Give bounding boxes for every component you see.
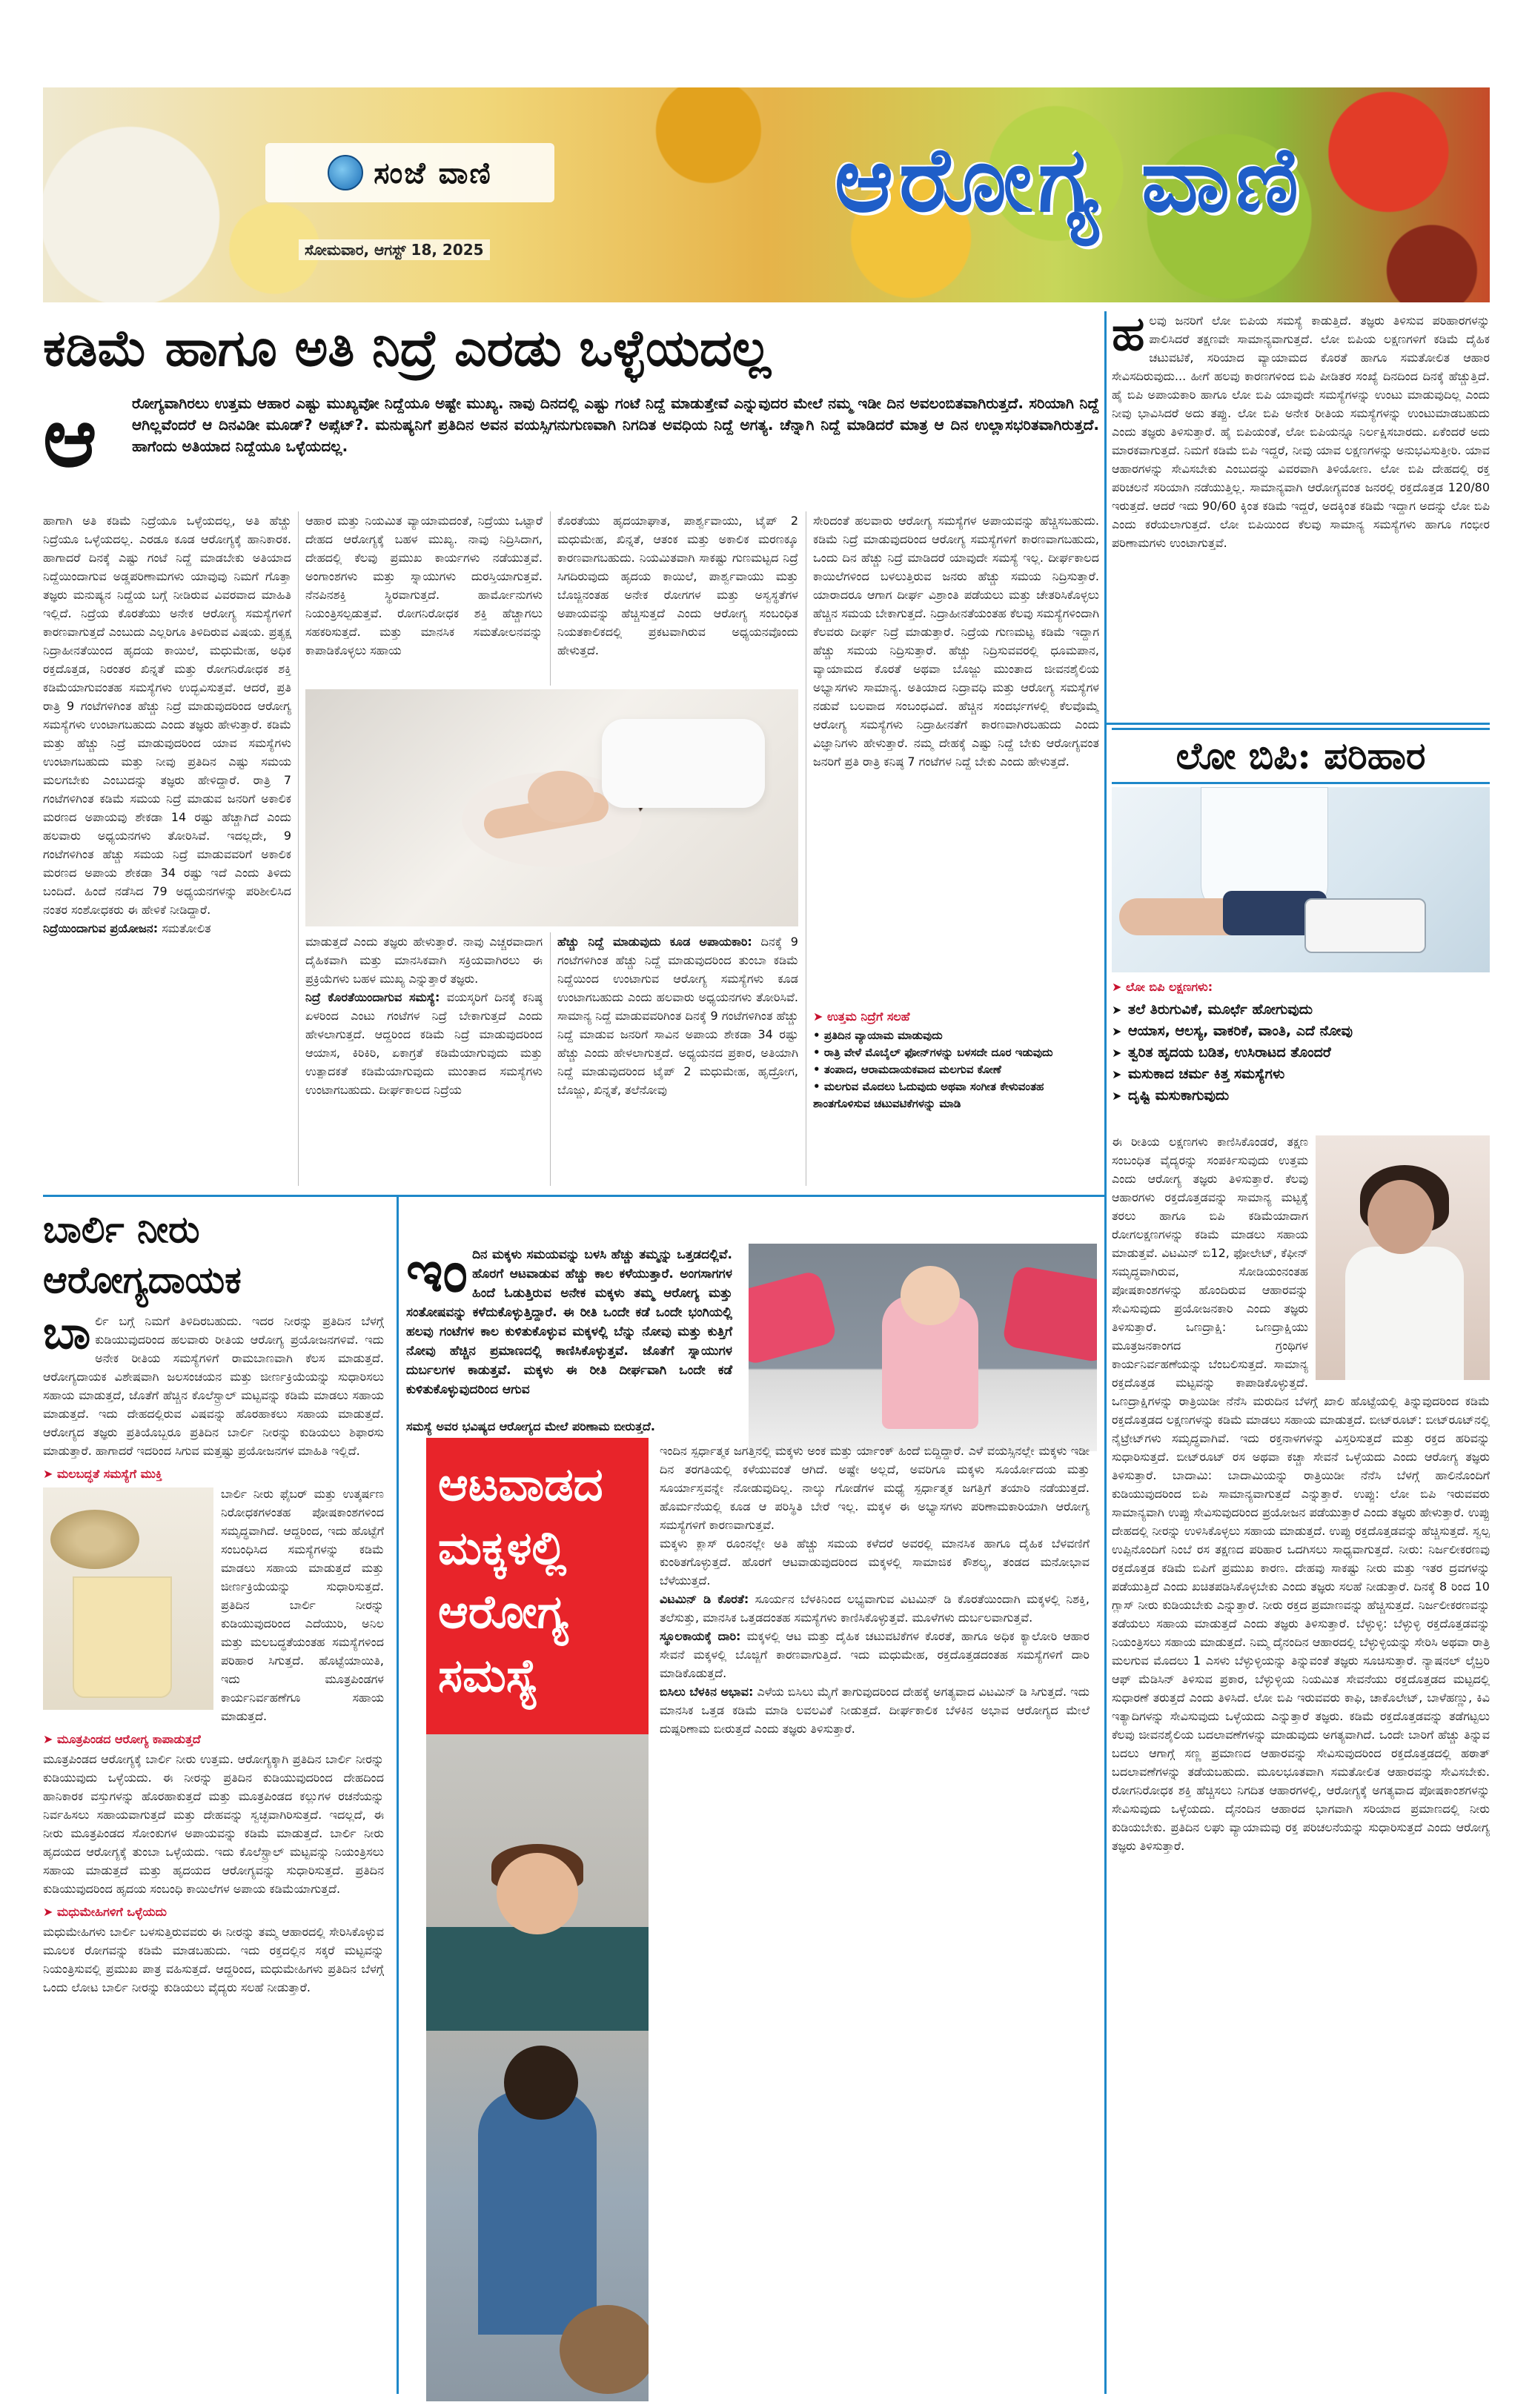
section-divider	[43, 1195, 1104, 1197]
barley-intro: ರ್ಲಿ ಬಗ್ಗೆ ನಿಮಗೆ ತಿಳಿದಿರಬಹುದು. ಇದರ ನೀರನ್ನು ಪ್ರತಿದಿನ ಬೆಳಗ್ಗೆ ಕುಡಿಯುವುದರಿಂದ ಹಲವಾರು ರೀತಿಯ ಆರೋಗ್ಯ ಪ್ರಯೋಜನಗಳಿವೆ. ಇದು ಅನೇಕ ರೀತಿಯ ಸಮಸ್ಯೆಗಳಿಗೆ ರಾಮಬಾಣವಾಗಿ ಕೆಲಸ ಮಾಡುತ್ತದೆ. ಆರೋಗ್ಯದಾಯಕ ವಿಶೇಷವಾಗಿ ಜಲಸಂಚಯನ ಮತ್ತು ಜೀರ್ಣಕ್ರಿಯೆಯನ್ನು ಸುಧಾರಿಸಲು ಸಹಾಯ ಮಾಡುತ್ತದೆ, ಜೊತೆಗೆ ಹೆಚ್ಚಿನ ಕೊಲೆಸ್ಟ್ರಾಲ್ ಮಟ್ಟವನ್ನು ಕಡಿಮೆ ಮಾಡಲು ಸಹಾಯ ಮಾಡುತ್ತದೆ. ಇದು ದೇಹದಲ್ಲಿರುವ ವಿಷವನ್ನು ಹೊರಹಾಕಲು ಸಹಾಯ ಮಾಡುತ್ತದೆ. ಆರೋಗ್ಯದ ತಜ್ಞರು ಪ್ರತಿಯೊಬ್ಬರೂ ಪ್ರತಿದಿನ ಬಾರ್ಲಿ ನೀರನ್ನು ಕುಡಿಯಲು ಶಿಫಾರಸು ಮಾಡುತ್ತಾರೆ. ಹಾಗಾದರೆ ಇದರಿಂದ ಸಿಗುವ ಮತ್ತಷ್ಟು ಪ್ರಯೋಜನಗಳ ಮಾಹಿತಿ ಇಲ್ಲಿದೆ.	[43, 1314, 384, 1458]
lowbp-remedy-text	[1112, 1132, 1490, 2392]
kids-continuation: ಸಮಸ್ಯೆ ಅವರ ಭವಿಷ್ಯದ ಆರೋಗ್ಯದ ಮೇಲೆ ಪರಿಣಾಮ ಬೀರುತ್ತದೆ.	[406, 1419, 655, 1433]
sleep-lead-text: ರೋಗ್ಯವಾಗಿರಲು ಉತ್ತಮ ಆಹಾರ ಎಷ್ಟು ಮುಖ್ಯವೋ ನಿದ್ದೆಯೂ ಅಷ್ಟೇ ಮುಖ್ಯ. ನಾವು ದಿನದಲ್ಲಿ ಎಷ್ಟು ಗಂಟೆ ನಿದ್ದೆ ಮಾಡುತ್ತೇವೆ ಎನ್ನುವುದರ ಮೇಲೆ ನಮ್ಮ ಇಡೀ ದಿನ ಅವಲಂಬಿತವಾಗಿರುತ್ತದೆ. ಸರಿಯಾಗಿ ನಿದ್ದೆ ಆಗಿಲ್ಲವೆಂದರೆ ಆ ದಿನವಿಡೀ ಮೂಡ್? ಅಪ್ಸೆಟ್?. ಮನುಷ್ಯನಿಗೆ ಪ್ರತಿದಿನ ಅವನ ವಯಸ್ಸಿಗನುಗುಣವಾಗಿ ನಿಗದಿತ ಅವಧಿಯ ನಿದ್ದೆ ಅಗತ್ಯ. ಚೆನ್ನಾಗಿ ನಿದ್ದೆ ಮಾಡಿದರೆ ಮಾತ್ರ ಆ ದಿನ ಉಲ್ಲಾಸಭರಿತವಾಗಿರುತ್ತದೆ. ಹಾಗೆಂದು ಅತಿಯಾದ ನಿದ್ದೆಯೂ ಒಳ್ಳೆಯದಲ್ಲ.	[132, 394, 1099, 455]
sleep-tip-item: • ಪ್ರತಿದಿನ ವ್ಯಾಯಾಮ ಮಾಡುವುದು	[813, 1029, 943, 1042]
globe-icon	[328, 155, 363, 190]
kids-paragraph: ಸೂರ್ಯನ ಬೆಳಕಿನಿಂದ ಲಭ್ಯವಾಗುವ ವಿಟಮಿನ್ ಡಿ ಕೊರತೆಯಿಂದಾಗಿ ಮಕ್ಕಳಲ್ಲಿ ನಿಶಕ್ತಿ, ತಲೆಸುತ್ತು, ಮಾನಸಿಕ ಒತ್ತಡದಂತಹ ಸಮಸ್ಯೆಗಳು ಕಾಣಿಸಿಕೊಳ್ಳುತ್ತವೆ. ಮೂಳೆಗಳು ದುರ್ಬಲವಾಗುತ್ತವೆ.	[660, 1592, 1090, 1625]
column-divider	[550, 932, 551, 1186]
barley-paragraph: ಬಾರ್ಲಿ ನೀರು ಫೈಬರ್ ಮತ್ತು ಉತ್ಕರ್ಷಣ ನಿರೋಧಕಗಳಂತಹ ಪೋಷಕಾಂಶಗಳಿಂದ ಸಮೃದ್ಧವಾಗಿದೆ. ಆದ್ದರಿಂದ, ಇದು ಹೊಟ್ಟೆಗೆ ಸಂಬಂಧಿಸಿದ ಸಮಸ್ಯೆಗಳನ್ನು ಕಡಿಮೆ ಮಾಡಲು ಸಹಾಯ ಮಾಡುತ್ತದೆ ಮತ್ತು ಜೀರ್ಣಕ್ರಿಯೆಯನ್ನು ಸುಧಾರಿಸುತ್ತದೆ. ಪ್ರತಿದಿನ ಬಾರ್ಲಿ ನೀರನ್ನು ಕುಡಿಯುವುದರಿಂದ ಎದೆಯುರಿ, ಅನಿಲ ಮತ್ತು ಮಲಬದ್ಧತೆಯಂತಹ ಸಮಸ್ಯೆಗಳಿಂದ ಪರಿಹಾರ ಸಿಗುತ್ತದೆ. ಹೊಟ್ಟೆಯಾಯಿತಿ, ಇದು ಮೂತ್ರಪಿಂಡಗಳ ಕಾರ್ಯನಿರ್ವಹಣೆಗೂ ಸಹಾಯ ಮಾಡುತ್ತದೆ.	[221, 1487, 384, 1723]
sleep-column-2-top	[305, 511, 543, 686]
sleep-lead	[43, 389, 1099, 504]
sleep-column-2-bottom	[305, 932, 543, 1186]
sleep-tips-box	[813, 1009, 1099, 1187]
barley-title-line1: ಬಾರ್ಲಿ ನೀರು	[43, 1207, 200, 1251]
sleep-col1-subhead: ನಿದ್ರೆಯಿಂದಾಗುವ ಪ್ರಯೋಜನ:	[43, 921, 159, 935]
sleep-col1-text: ಹಾಗಾಗಿ ಅತಿ ಕಡಿಮೆ ನಿದ್ರೆಯೂ ಒಳ್ಳೆಯದಲ್ಲ, ಅತಿ ಹೆಚ್ಚು ನಿದ್ರೆಯೂ ಒಳ್ಳೆಯದಲ್ಲ. ಎರಡೂ ಕೂಡ ಆರೋಗ್ಯಕ್ಕೆ ಹಾನಿಕಾರಕ. ಹಾಗಾದರೆ ದಿನಕ್ಕೆ ಎಷ್ಟು ಗಂಟೆ ನಿದ್ದೆ ಮಾಡಬೇಕು ಅತಿಯಾದ ನಿದ್ದೆಯಿಂದಾಗುವ ಅಡ್ಡಪರಿಣಾಮಗಳು ಯಾವುವು ನಿಮಗೆ ಗೊತ್ತಾ ತಜ್ಞರು ಮನುಷ್ಯನ ನಿದ್ದೆಯ ಬಗ್ಗೆ ನೀಡಿರುವ ವಿವರವಾದ ಮಾಹಿತಿ ಇಲ್ಲಿದೆ. ನಿದ್ರೆಯ ಕೊರತೆಯು ಅನೇಕ ಆರೋಗ್ಯ ಸಮಸ್ಯೆಗಳಿಗೆ ಕಾರಣವಾಗುತ್ತದೆ ಎಂಬುದು ಎಲ್ಲರಿಗೂ ತಿಳಿದಿರುವ ವಿಷಯ. ಪ್ರತ್ಯಕ್ಷ ನಿದ್ರಾಹೀನತೆಯಿಂದ ಹೃದಯ ಕಾಯಿಲೆ, ಮಧುಮೇಹ, ಅಧಿಕ ರಕ್ತದೊತ್ತಡ, ನಿರಂತರ ಖಿನ್ನತೆ ಮತ್ತು ರೋಗನಿರೋಧಕ ಶಕ್ತಿ ಕಡಿಮೆಯಾಗುವಂತಹ ಸಮಸ್ಯೆಗಳು ಉದ್ಭವಿಸುತ್ತವೆ. ಆದರೆ, ಪ್ರತಿ ರಾತ್ರಿ 9 ಗಂಟೆಗಳಿಗಿಂತ ಹೆಚ್ಚು ನಿದ್ರೆ ಮಾಡುವುದರಿಂದ ಆರೋಗ್ಯ ಸಮಸ್ಯೆಗಳು ಉಂಟಾಗಬಹುದು ಎಂದು ತಜ್ಞರು ಹೇಳುತ್ತಾರೆ. ಕಡಿಮೆ ಮತ್ತು ಹೆಚ್ಚು ನಿದ್ರೆ ಮಾಡುವುದರಿಂದ ಯಾವ ಸಮಸ್ಯೆಗಳು ಉಂಟಾಗಬಹುದು ಮತ್ತು ನೀವು ಪ್ರತಿದಿನ ಎಷ್ಟು ಸಮಯ ಮಲಗಬೇಕು ಎಂಬುದನ್ನು ತಜ್ಞರು ಹೇಳಿದ್ದಾರೆ. ರಾತ್ರಿ 7 ಗಂಟೆಗಳಿಗಿಂತ ಕಡಿಮೆ ಸಮಯ ನಿದ್ರೆ ಮಾಡುವ ಜನರಿಗೆ ಅಕಾಲಿಕ ಮರಣದ ಅಪಾಯವು ಶೇಕಡಾ 14 ರಷ್ಟು ಹೆಚ್ಚಾಗಿದೆ ಎಂದು ಹಲವಾರು ಅಧ್ಯಯನಗಳು ತೋರಿಸಿವೆ. ಇದಲ್ಲದೇ, 9 ಗಂಟೆಗಳಿಗಿಂತ ಹೆಚ್ಚು ಸಮಯ ನಿದ್ರೆ ಮಾಡುವವರಿಗೆ ಅಕಾಲಿಕ ಮರಣದ ಅಪಾಯ ಶೇಕಡಾ 34 ರಷ್ಟು ಇದೆ ಎಂದು ತಿಳಿದು ಬಂದಿದೆ. ಹಿಂದೆ ನಡೆಸಿದ 79 ಅಧ್ಯಯನಗಳನ್ನು ಪರಿಶೀಲಿಸಿದ ನಂತರ ಸಂಶೋಧಕರು ಈ ಹೇಳಿಕೆ ನೀಡಿದ್ದಾರೆ.	[43, 514, 291, 917]
sleep-col4-text: ಸೇರಿದಂತೆ ಹಲವಾರು ಆರೋಗ್ಯ ಸಮಸ್ಯೆಗಳ ಅಪಾಯವನ್ನು ಹೆಚ್ಚಿಸಬಹುದು. ಕಡಿಮೆ ನಿದ್ರೆ ಮಾಡುವುದರಿಂದ ಆರೋಗ್ಯ ಸಮಸ್ಯೆಗಳಿಗೆ ಕಾರಣವಾಗಬಹುದು, ಒಂದು ದಿನ ಹೆಚ್ಚು ನಿದ್ರೆ ಮಾಡಿದರೆ ಯಾವುದೇ ಸಮಸ್ಯೆ ಇಲ್ಲ. ದೀರ್ಘಕಾಲದ ಕಾಯಿಲೆಗಳಿಂದ ಬಳಲುತ್ತಿರುವ ಜನರು ಹೆಚ್ಚು ಸಮಯ ನಿದ್ರಿಸುತ್ತಾರೆ. ಯಾರಾದರೂ ಆಗಾಗ ದೀರ್ಘ ವಿಶ್ರಾಂತಿ ಪಡೆಯಲು ಮತ್ತು ಚೇತರಿಸಿಕೊಳ್ಳಲು ಹೆಚ್ಚಿನ ಸಮಯ ಬೇಕಾಗುತ್ತದೆ. ನಿದ್ರಾಹೀನತೆಯಂತಹ ಕೆಲವು ಸಮಸ್ಯೆಗಳಿಂದಾಗಿ ಕೆಲವರು ದೀರ್ಘ ನಿದ್ರೆ ಮಾಡುತ್ತಾರೆ. ನಿದ್ರೆಯ ಗುಣಮಟ್ಟ ಕಡಿಮೆ ಇದ್ದಾಗ ಹೆಚ್ಚು ಸಮಯ ನಿದ್ರಿಸುತ್ತಾರೆ. ಹೆಚ್ಚು ನಿದ್ರಿಸುವವರಲ್ಲಿ ಧೂಮಪಾನ, ವ್ಯಾಯಾಮದ ಕೊರತೆ ಅಥವಾ ಬೊಜ್ಜು ಮುಂತಾದ ಜೀವನಶೈಲಿಯ ಅಭ್ಯಾಸಗಳು ಸಾಮಾನ್ಯ. ಅತಿಯಾದ ನಿದ್ರಾವಧಿ ಮತ್ತು ಆರೋಗ್ಯ ಸಮಸ್ಯೆಗಳ ನಡುವೆ ಬಲವಾದ ಸಂಬಂಧವಿದೆ. ಹೆಚ್ಚಿನ ಸಂದರ್ಭಗಳಲ್ಲಿ ಕೆಲವೊಮ್ಮೆ ಆರೋಗ್ಯ ಸಮಸ್ಯೆಗಳು ನಿದ್ರಾಹೀನತೆಗೆ ಕಾರಣವಾಗಿರಬಹುದು ಎಂದು ವಿಜ್ಞಾನಿಗಳು ಹೇಳುತ್ತಾರೆ. ನಮ್ಮ ದೇಹಕ್ಕೆ ಎಷ್ಟು ನಿದ್ದೆ ಬೇಕು ಆರೋಗ್ಯವಂತ ಜನರಿಗೆ ಪ್ರತಿ ರಾತ್ರಿ ಕನಿಷ್ಠ 7 ಗಂಟೆಗಳ ನಿದ್ದೆ ಬೇಕು ಎಂದು ಹೇಳುತ್ತದೆ.	[813, 514, 1099, 769]
symptom-item: ➤ ದೃಷ್ಟಿ ಮಸುಕಾಗುವುದು	[1112, 1085, 1490, 1107]
kids-paragraph: ಮಕ್ಕಳು ಕ್ಲಾಸ್ ರೂಂನಲ್ಲೇ ಅತಿ ಹೆಚ್ಚು ಸಮಯ ಕಳೆದರೆ ಅವರಲ್ಲಿ ಮಾನಸಿಕ ಹಾಗೂ ದೈಹಿಕ ಬೆಳವಣಿಗೆ ಕುಂಠಿತಗೊಳ್ಳುತ್ತದೆ. ಹೊರಗೆ ಆಟವಾಡುವುದರಿಂದ ಮಕ್ಕಳಲ್ಲಿ ಸಾಮಾಜಿಕ ಕೌಶಲ್ಯ, ತಂಡದ ಮನೋಭಾವ ಬೆಳೆಯುತ್ತದೆ.	[660, 1536, 1090, 1588]
sleep-col3-bottom-text: ದಿನಕ್ಕೆ 9 ಗಂಟೆಗಳಿಗಿಂತ ಹೆಚ್ಚು ನಿದ್ದೆ ಮಾಡುವುದರಿಂದ ತುಂಬಾ ಕಡಿಮೆ ನಿದ್ದೆಯಿಂದ ಉಂಟಾಗುವ ಆರೋಗ್ಯ ಸಮಸ್ಯೆಗಳು ಕೂಡ ಉಂಟಾಗಬಹುದು ಎಂದು ಹಲವಾರು ಅಧ್ಯಯನಗಳು ತೋರಿಸಿವೆ. ಸಾಮಾನ್ಯ ನಿದ್ದೆ ಮಾಡುವವರಿಗಿಂತ ದಿನಕ್ಕೆ 9 ಗಂಟೆಗಳಿಗಿಂತ ಹೆಚ್ಚು ನಿದ್ದೆ ಮಾಡುವ ಜನರಿಗೆ ಸಾವಿನ ಅಪಾಯ ಶೇಕಡಾ 34 ರಷ್ಟು ಹೆಚ್ಚು ಎಂದು ಹೇಳಲಾಗುತ್ತದೆ. ಅಧ್ಯಯನದ ಪ್ರಕಾರ, ಅತಿಯಾಗಿ ನಿದ್ದೆ ಮಾಡುವುದರಿಂದ ಟೈಪ್ 2 ಮಧುಮೇಹ, ಹೃದ್ರೋಗ, ಬೊಜ್ಜು, ಖಿನ್ನತೆ, ತಲೆನೋವು	[557, 935, 798, 1097]
sleep-tip-item: • ಮಲಗುವ ಮೊದಲು ಓದುವುದು ಅಥವಾ ಸಂಗೀತ ಕೇಳುವಂತಹ ಶಾಂತಗೊಳಿಸುವ ಚಟುವಟಿಕೆಗಳನ್ನು ಮಾಡಿ	[813, 1080, 1044, 1110]
sleep-col3-top-text: ಕೊರತೆಯು ಹೃದಯಾಘಾತ, ಪಾರ್ಶ್ವವಾಯು, ಟೈಪ್ 2 ಮಧುಮೇಹ, ಖಿನ್ನತೆ, ಆತಂಕ ಮತ್ತು ಅಕಾಲಿಕ ಮರಣಕ್ಕೂ ಕಾರಣವಾಗಬಹುದು. ನಿಯಮಿತವಾಗಿ ಸಾಕಷ್ಟು ಗುಣಮಟ್ಟದ ನಿದ್ರೆ ಸಿಗದಿರುವುದು ಹೃದಯ ಕಾಯಿಲೆ, ಪಾರ್ಶ್ವವಾಯು ಮತ್ತು ಬೊಜ್ಜಿನಂತಹ ಅನೇಕ ರೋಗಗಳ ಮತ್ತು ಅಸ್ವಸ್ಥತೆಗಳ ಅಪಾಯವನ್ನು ಹೆಚ್ಚಿಸುತ್ತದೆ ಎಂದು ಆರೋಗ್ಯ ಸಂಬಂಧಿತ ನಿಯತಕಾಲಿಕದಲ್ಲಿ ಪ್ರಕಟವಾಗಿರುವ ಅಧ್ಯಯನವೊಂದು ಹೇಳುತ್ತದೆ.	[557, 514, 798, 657]
section-title: ಆರೋಗ್ಯ ವಾಣಿ	[834, 127, 1305, 232]
section-divider	[1104, 723, 1490, 725]
section-divider	[397, 1197, 399, 2394]
headache-woman-photo	[1316, 1135, 1490, 1380]
sleep-dropcap: ಆ	[43, 389, 97, 485]
sleep-headline: ಕಡಿಮೆ ಹಾಗೂ ಅತಿ ನಿದ್ರೆ ಎರಡು ಒಳ್ಳೆಯದಲ್ಲ	[43, 319, 771, 378]
lowbp-intro-text: ಲವು ಜನರಿಗೆ ಲೋ ಬಿಪಿಯ ಸಮಸ್ಯೆ ಕಾಡುತ್ತಿದೆ. ತಜ್ಞರು ತಿಳಿಸುವ ಪರಿಹಾರಗಳನ್ನು ಪಾಲಿಸಿದರೆ ತಕ್ಷಣವೇ ಸಾಮಾನ್ಯವಾಗುತ್ತದೆ. ಲೋ ಬಿಪಿಯ ಲಕ್ಷಣಗಳಿಗೆ ಕಡಿಮೆ ದೈಹಿಕ ಚಟುವಟಿಕೆ, ಸರಿಯಾದ ವ್ಯಾಯಾಮದ ಕೊರತೆ ಹಾಗೂ ಸಮತೋಲಿತ ಆಹಾರ ಸೇವಿಸದಿರುವುದು... ಹೀಗೆ ಹಲವು ಕಾರಣಗಳಿಂದ ಬಿಪಿ ಪೀಡಿತರ ಸಂಖ್ಯೆ ದಿನದಿಂದ ದಿನಕ್ಕೆ ಹೆಚ್ಚುತ್ತಿದೆ. ಹೈ ಬಿಪಿ ಅಪಾಯಕಾರಿ ಹಾಗೂ ಲೋ ಬಿಪಿ ಯಾವುದೇ ಸಮಸ್ಯೆಗಳನ್ನು ಉಂಟು ಮಾಡುವುದಿಲ್ಲ ಎಂದು ನೀವು ಭಾವಿಸಿದರೆ ಅದು ತಪ್ಪು. ಲೋ ಬಿಪಿ ಅನೇಕ ರೀತಿಯ ಸಮಸ್ಯೆಗಳನ್ನು ಉಂಟುಮಾಡಬಹುದು ಎಂದು ತಜ್ಞರು ತಿಳಿಸುತ್ತಾರೆ. ಹೈ ಬಿಪಿಯಂತೆ, ಲೋ ಬಿಪಿಯನ್ನೂ ನಿರ್ಲಕ್ಷಿಸಬಾರದು. ಏಕೆಂದರೆ ಅದು ಮಾರಕವಾಗುತ್ತದೆ. ನಿಮಗೆ ಕಡಿಮೆ ಬಿಪಿ ಇದ್ದರೆ, ನೀವು ಯಾವ ಲಕ್ಷಣಗಳನ್ನು ಅನುಭವಿಸುತ್ತೀರಿ. ಯಾವ ಆಹಾರಗಳನ್ನು ಸೇವಿಸಬೇಕು ಎಂಬುದನ್ನು ವಿವರವಾಗಿ ತಿಳಿಯೋಣ. ಲೋ ಬಿಪಿ ದೇಹದಲ್ಲಿ ರಕ್ತ ಪರಿಚಲನೆ ಸರಿಯಾಗಿ ನಡೆಯುತ್ತಿಲ್ಲ. ಸಾಮಾನ್ಯವಾಗಿ ಆರೋಗ್ಯವಂತ ಜನರಲ್ಲಿ ರಕ್ತದೊತ್ತಡ 120/80 ಇರುತ್ತದೆ. ಆದರೆ ಇದು 90/60 ಕ್ಕಿಂತ ಕಡಿಮೆ ಇದ್ದರೆ, ಅದಕ್ಕಿಂತ ಕಡಿಮೆ ಇದ್ದಾಗ ಅದನ್ನು ಲೋ ಬಿಪಿ ಎಂದು ಕರೆಯಲಾಗುತ್ತದೆ. ಲೋ ಬಿಪಿಯಿಂದ ಕೆಲವು ಸಾಮಾನ್ಯ ಸಮಸ್ಯೆಗಳು ಹಾಗೂ ಗಂಭೀರ ಪರಿಣಾಮಗಳು ಉಂಟಾಗುತ್ತವೆ.	[1112, 314, 1490, 550]
newspaper-logo	[265, 143, 554, 202]
sleep-column-4	[813, 511, 1099, 1004]
barley-paragraph: ಮೂತ್ರಪಿಂಡದ ಆರೋಗ್ಯಕ್ಕೆ ಬಾರ್ಲಿ ನೀರು ಉತ್ತಮ. ಆರೋಗ್ಯಕ್ಕಾಗಿ ಪ್ರತಿದಿನ ಬಾರ್ಲಿ ನೀರನ್ನು ಕುಡಿಯುವುದು ಒಳ್ಳೆಯದು. ಈ ನೀರನ್ನು ಪ್ರತಿದಿನ ಕುಡಿಯುವುದರಿಂದ ದೇಹದಿಂದ ಹಾನಿಕಾರಕ ವಸ್ತುಗಳನ್ನು ಹೊರಹಾಕುತ್ತದೆ ಮತ್ತು ಮೂತ್ರಪಿಂಡದ ಕಲ್ಲುಗಳ ರಚನೆಯನ್ನು ನಿರ್ವಹಿಸಲು ಸಹಾಯವಾಗುತ್ತದೆ ಮತ್ತು ದೇಹವನ್ನು ಸ್ವಚ್ಛವಾಗಿರಿಸುತ್ತದೆ. ಇದಲ್ಲದೆ, ಈ ನೀರು ಮೂತ್ರಪಿಂಡದ ಸೋಂಕುಗಳ ಅಪಾಯವನ್ನು ಕಡಿಮೆ ಮಾಡುತ್ತದೆ. ಬಾರ್ಲಿ ನೀರು ಹೃದಯದ ಆರೋಗ್ಯಕ್ಕೆ ತುಂಬಾ ಒಳ್ಳೆಯದು. ಇದು ಕೊಲೆಸ್ಟ್ರಾಲ್ ಮಟ್ಟವನ್ನು ನಿಯಂತ್ರಿಸಲು ಸಹಾಯ ಮಾಡುತ್ತದೆ ಮತ್ತು ಹೃದಯದ ಆರೋಗ್ಯವನ್ನು ಸುಧಾರಿಸುತ್ತದೆ. ಪ್ರತಿದಿನ ಕುಡಿಯುವುದರಿಂದ ಹೃದಯ ಸಂಬಂಧಿ ಕಾಯಿಲೆಗಳ ಅಪಾಯ ಕಡಿಮೆಯಾಗುತ್ತದೆ.	[43, 1752, 384, 1896]
kids-subhead: ಬಿಸಿಲು ಬೆಳಕಿನ ಅಭಾವ:	[660, 1685, 754, 1699]
sleep-column-3-bottom	[557, 932, 798, 1186]
kids-paragraph: ಮಕ್ಕಳಲ್ಲಿ ಆಟ ಮತ್ತು ದೈಹಿಕ ಚಟುವಟಿಕೆಗಳ ಕೊರತೆ, ಹಾಗೂ ಅಧಿಕ ಕ್ಯಾಲೋರಿ ಆಹಾರ ಸೇವನೆ ಮಕ್ಕಳಲ್ಲಿ ಬೊಜ್ಜಿಗೆ ಕಾರಣವಾಗುತ್ತಿದೆ. ಇದು ಮಧುಮೇಹ, ರಕ್ತದೊತ್ತಡದಂತಹ ಸಮಸ್ಯೆಗಳಿಗೆ ದಾರಿ ಮಾಡಿಕೊಡುತ್ತದೆ.	[660, 1629, 1090, 1680]
kids-paragraph: ಇಂದಿನ ಸ್ಪರ್ಧಾತ್ಮಕ ಜಗತ್ತಿನಲ್ಲಿ ಮಕ್ಕಳು ಅಂಕ ಮತ್ತು ರ್ಯಾಂಕ್ ಹಿಂದೆ ಬಿದ್ದಿದ್ದಾರೆ. ಎಳೆ ವಯಸ್ಸಿನಲ್ಲೇ ಮಕ್ಕಳು ಇಡೀ ದಿನ ತರಗತಿಯಲ್ಲಿ ಕಳೆಯುವಂತೆ ಆಗಿದೆ. ಅಷ್ಟೇ ಅಲ್ಲದೆ, ಅವರಿಗೂ ಮಕ್ಕಳು ಸೂರ್ಯೋದಯ ಮತ್ತು ಸೂರ್ಯಾಸ್ತವನ್ನೇ ನೋಡುವುದಿಲ್ಲ. ನಾಲ್ಕು ಗೋಡೆಗಳ ಮಧ್ಯೆ ಸ್ಪರ್ಧಾತ್ಮಕ ಜಗತ್ತಿಗೆ ತಯಾರಿ ನಡೆಯುತ್ತದೆ. ಹೊರ್ಮನೆಯಲ್ಲಿ ಕೂಡ ಆ ಪರಿಸ್ಥಿತಿ ಬೇರೆ ಇಲ್ಲ. ಮಕ್ಕಳ ಈ ಅಭ್ಯಾಸಗಳು ಪರಿಣಾಮಕಾರಿಯಾಗಿ ಆರೋಗ್ಯ ಸಮಸ್ಯೆಗಳಿಗೆ ಕಾರಣವಾಗುತ್ತವೆ.	[660, 1444, 1090, 1532]
sleep-col1-subtext: ಸಮತೋಲಿತ	[162, 921, 211, 935]
lowbp-remedy-paragraph: ಈ ರೀತಿಯ ಲಕ್ಷಣಗಳು ಕಾಣಿಸಿಕೊಂಡರೆ, ತಕ್ಷಣ ಸಂಬಂಧಿತ ವೈದ್ಯರನ್ನು ಸಂಪರ್ಕಿಸುವುದು ಉತ್ತಮ ಎಂದು ಆರೋಗ್ಯ ತಜ್ಞರು ತಿಳಿಸುತ್ತಾರೆ. ಕೆಲವು ಆಹಾರಗಳು ರಕ್ತದೊತ್ತಡವನ್ನು ಸಾಮಾನ್ಯ ಮಟ್ಟಕ್ಕೆ ತರಲು ಹಾಗೂ ಬಿಪಿ ಕಡಿಮೆಯಾದಾಗ ರೋಗಲಕ್ಷಣಗಳನ್ನು ಕಡಿಮೆ ಮಾಡಲು ಸಹಾಯ ಮಾಡುತ್ತವೆ. ವಿಟಮಿನ್ ಬಿ12, ಫೋಲೇಟ್, ಕೆಫೀನ್ ಸಮೃದ್ಧವಾಗಿರುವ, ಸೋಡಿಯಂನಂತಹ ಪೋಷಕಾಂಶಗಳನ್ನು ಹೊಂದಿರುವ ಆಹಾರವನ್ನು ಸೇವಿಸುವುದು ಪ್ರಯೋಜನಕಾರಿ ಎಂದು ತಜ್ಞರು ತಿಳಿಸುತ್ತಾರೆ. ಒಣದ್ರಾಕ್ಷಿ: ಒಣದ್ರಾಕ್ಷಿಯು ಮೂತ್ರಜನಕಾಂಗದ ಗ್ರಂಥಿಗಳ ಕಾರ್ಯನಿರ್ವಹಣೆಯನ್ನು ಬೆಂಬಲಿಸುತ್ತದೆ. ಸಾಮಾನ್ಯ ರಕ್ತದೊತ್ತಡ ಮಟ್ಟವನ್ನು ಕಾಪಾಡಿಕೊಳ್ಳುತ್ತದೆ. ಒಣದ್ರಾಕ್ಷಿಗಳನ್ನು ರಾತ್ರಿಯಿಡೀ ನೆನೆಸಿ ಮರುದಿನ ಬೆಳಗ್ಗೆ ಖಾಲಿ ಹೊಟ್ಟೆಯಲ್ಲಿ ತಿನ್ನುವುದರಿಂದ ಕಡಿಮೆ ರಕ್ತದೊತ್ತಡದ ಲಕ್ಷಣಗಳನ್ನು ಕಡಿಮೆ ಮಾಡಲು ಸಹಾಯ ಮಾಡುತ್ತದೆ. ಬೀಟ್‌ರೂಟ್: ಬೀಟ್‌ರೂಟ್‌ನಲ್ಲಿ ನೈಟ್ರೇಟ್‌ಗಳು ಸಮೃದ್ಧವಾಗಿವೆ. ಇದು ರಕ್ತನಾಳಗಳನ್ನು ವಿಸ್ತರಿಸುತ್ತದೆ ಮತ್ತು ರಕ್ತದ ಹರಿವನ್ನು ಸುಧಾರಿಸುತ್ತದೆ. ಬೀಟ್‌ರೂಟ್ ರಸ ಅಥವಾ ಕಚ್ಚಾ ಸೇವನೆ ಒಳ್ಳೆಯದು ಎಂದು ಆರೋಗ್ಯ ತಜ್ಞರು ತಿಳಿಸುತ್ತಾರೆ. ಬಾದಾಮಿ: ಬಾದಾಮಿಯನ್ನು ರಾತ್ರಿಯಿಡೀ ನೆನೆಸಿ ಬೆಳಗ್ಗೆ ಹಾಲಿನೊಂದಿಗೆ ಕುಡಿಯುವುದರಿಂದ ಬಿಪಿ ಸಾಮಾನ್ಯವಾಗುತ್ತದೆ ಎನ್ನುತ್ತಾರೆ. ಉಪ್ಪು: ಲೋ ಬಿಪಿ ಇರುವವರು ಸಾಮಾನ್ಯವಾಗಿ ಉಪ್ಪು ಸೇವಿಸುವುದರಿಂದ ಪ್ರಯೋಜನ ಪಡೆಯುತ್ತಾರೆ ಎಂದು ತಜ್ಞರು ಹೇಳುತ್ತಾರೆ. ಉಪ್ಪು ದೇಹದಲ್ಲಿ ನೀರನ್ನು ಉಳಿಸಿಕೊಳ್ಳಲು ಸಹಾಯ ಮಾಡುತ್ತದೆ. ಉಪ್ಪು ರಕ್ತದೊತ್ತಡವನ್ನು ಹೆಚ್ಚಿಸುತ್ತದೆ. ಸ್ವಲ್ಪ ಉಪ್ಪಿನೊಂದಿಗೆ ನಿಂಬೆ ರಸ ತಕ್ಷಣದ ಪರಿಹಾರ ಒದಗಿಸಲು ಸಾಧ್ಯವಾಗುತ್ತದೆ. ನೀರು: ನಿರ್ಜಲೀಕರಣವು ರಕ್ತದೊತ್ತಡ ಕಡಿಮೆ ಬಿಪಿಗೆ ಪ್ರಮುಖ ಕಾರಣ. ದೇಹವು ಸಾಕಷ್ಟು ನೀರು ಮತ್ತು ಇತರ ದ್ರವಗಳನ್ನು ಪಡೆಯುತ್ತಿದೆ ಎಂದು ಖಚಿತಪಡಿಸಿಕೊಳ್ಳಬೇಕು ಎಂದು ತಜ್ಞರು ಸಲಹೆ ನೀಡುತ್ತಾರೆ. ದಿನಕ್ಕೆ 8 ರಿಂದ 10 ಗ್ಲಾಸ್ ನೀರು ಕುಡಿಯಬೇಕು ಎನ್ನುತ್ತಾರೆ. ನೀರು ರಕ್ತದ ಪ್ರಮಾಣವನ್ನು ಹೆಚ್ಚಿಸುತ್ತದೆ. ನಿರ್ಜಲೀಕರಣವನ್ನು ತಡೆಯಲು ಸಹಾಯ ಮಾಡುತ್ತದೆ ಎಂದು ತಜ್ಞರು ತಿಳಿಸುತ್ತಾರೆ. ಬೆಳ್ಳುಳ್ಳಿ: ಬೆಳ್ಳುಳ್ಳಿ ರಕ್ತದೊತ್ತಡವನ್ನು ನಿಯಂತ್ರಿಸಲು ಸಹಾಯ ಮಾಡುತ್ತದೆ. ನಿಮ್ಮ ದೈನಂದಿನ ಆಹಾರದಲ್ಲಿ ಬೆಳ್ಳುಳ್ಳಿಯನ್ನು ಸೇರಿಸಿ ಅಥವಾ ರಾತ್ರಿ ಮಲಗುವ ಮೊದಲು 1 ಎಸಳು ಬೆಳ್ಳುಳ್ಳಿಯನ್ನು ತಿನ್ನುವಂತೆ ತಜ್ಞರು ಸೂಚಿಸುತ್ತಾರೆ. ನ್ಯಾಷನಲ್ ಲೈಬ್ರರಿ ಆಫ್ ಮೆಡಿಸಿನ್ ತಿಳಿಸುವ ಪ್ರಕಾರ, ಬೆಳ್ಳುಳ್ಳಿಯ ನಿಯಮಿತ ಸೇವನೆಯು ರಕ್ತದೊತ್ತಡದ ಮಟ್ಟದಲ್ಲಿ ಸುಧಾರಣೆ ತರುತ್ತದೆ ಎಂದು ತಿಳಿಸಿದೆ. ಲೋ ಬಿಪಿ ಇರುವವರು ಕಾಫಿ, ಚಾಕೊಲೇಟ್, ಬಾಳೆಹಣ್ಣು, ಕಿವಿ ಇತ್ಯಾದಿಗಳನ್ನು ಸೇವಿಸುವುದು ಒಳ್ಳೆಯದು ಎನ್ನುತ್ತಾರೆ ತಜ್ಞರು. ಕಡಿಮೆ ರಕ್ತದೊತ್ತಡವನ್ನು ತಡೆಗಟ್ಟಲು ಕೆಲವು ಜೀವನಶೈಲಿಯ ಬದಲಾವಣೆಗಳನ್ನು ಮಾಡುವುದು ಅಗತ್ಯವಾಗಿದೆ. ಒಂದೇ ಬಾರಿಗೆ ಹೆಚ್ಚು ತಿನ್ನುವ ಬದಲು ಆಗಾಗ್ಗೆ ಸಣ್ಣ ಪ್ರಮಾಣದ ಆಹಾರವನ್ನು ಸೇವಿಸುವುದರಿಂದ ರಕ್ತದೊತ್ತಡದಲ್ಲಿ ಹಠಾತ್ ಬದಲಾವಣೆಗಳನ್ನು ತಡೆಯಬಹುದು. ಮೂಲಭೂತವಾಗಿ ಸಮತೋಲಿತ ಆಹಾರವನ್ನು ಸೇವಿಸಬೇಕು. ರೋಗನಿರೋಧಕ ಶಕ್ತಿ ಹೆಚ್ಚಿಸಲು ನಿಗದಿತ ಆಹಾರಗಳಲ್ಲಿ, ಆರೋಗ್ಯಕ್ಕೆ ಅಗತ್ಯವಾದ ಪೋಷಕಾಂಶಗಳನ್ನು ಸೇವಿಸುವುದು ಒಳ್ಳೆಯದು. ದೈನಂದಿನ ಆಹಾರದ ಭಾಗವಾಗಿ ಸರಿಯಾದ ಪ್ರಮಾಣದಲ್ಲಿ ನೀರು ಕುಡಿಯಬೇಕು. ಪ್ರತಿದಿನ ಲಘು ವ್ಯಾಯಾಮವು ರಕ್ತ ಪರಿಚಲನೆಯನ್ನು ಸುಧಾರಿಸುತ್ತದೆ ಎಂದು ಆರೋಗ್ಯ ತಜ್ಞರು ತಿಳಿಸುತ್ತಾರೆ.	[1112, 1135, 1490, 1853]
column-divider	[550, 511, 551, 686]
barley-subhead: ➤ ಮೂತ್ರಪಿಂಡದ ಆರೋಗ್ಯ ಕಾಪಾಡುತ್ತದೆ	[43, 1732, 201, 1746]
logo-text: ಸಂಜೆ ವಾಣಿ	[374, 155, 492, 190]
symptom-item: ➤ ಆಯಾಸ, ಆಲಸ್ಯ, ವಾಕರಿಕೆ, ವಾಂತಿ, ಎದೆ ನೋವು	[1112, 1021, 1490, 1042]
sleep-tip-item: • ರಾತ್ರಿ ವೇಳೆ ಮೊಬೈಲ್ ಫೋನ್‌ಗಳನ್ನು ಬಳಸದೇ ದೂರ ಇಡುವುದು	[813, 1046, 1053, 1059]
sleep-column-1	[43, 511, 291, 1186]
sleep-column-3-top	[557, 511, 798, 686]
barley-title-line2: ಆರೋಗ್ಯದಾಯಕ	[43, 1258, 242, 1301]
lowbp-symptoms	[1112, 980, 1490, 1128]
barley-paragraph: ಮಧುಮೇಹಿಗಳು ಬಾರ್ಲಿ ಬಳಸುತ್ತಿರುವವರು ಈ ನೀರನ್ನು ತಮ್ಮ ಆಹಾರದಲ್ಲಿ ಸೇರಿಸಿಕೊಳ್ಳುವ ಮೂಲಕ ರೋಗವನ್ನು ಕಡಿಮೆ ಮಾಡಬಹುದು. ಇದು ರಕ್ತದಲ್ಲಿನ ಸಕ್ಕರೆ ಮಟ್ಟವನ್ನು ನಿಯಂತ್ರಿಸುವಲ್ಲಿ ಪ್ರಮುಖ ಪಾತ್ರ ವಹಿಸುತ್ತದೆ. ಆದ್ದರಿಂದ, ಮಧುಮೇಹಿಗಳು ಪ್ರತಿದಿನ ಬೆಳಗ್ಗೆ ಒಂದು ಲೋಟ ಬಾರ್ಲಿ ನೀರನ್ನು ಕುಡಿಯಲು ವೈದ್ಯರು ಸಲಹೆ ನೀಡುತ್ತಾರೆ.	[43, 1925, 384, 1994]
barley-subhead: ➤ ಮಲಬದ್ಧತೆ ಸಮಸ್ಯೆಗೆ ಮುಕ್ತಿ	[43, 1467, 162, 1481]
barley-title	[43, 1204, 384, 1308]
kids-subhead: ಸ್ಥೂಲಕಾಯಕ್ಕೆ ದಾರಿ:	[660, 1629, 741, 1643]
kids-title: ಆಟವಾಡದ ಮಕ್ಕಳಲ್ಲಿ ಆರೋಗ್ಯ ಸಮಸ್ಯೆ	[426, 1438, 649, 1734]
section-divider	[1104, 311, 1107, 2394]
symptom-item: ➤ ಮಸುಕಾದ ಚರ್ಮ ಕಿತ್ತ ಸಮಸ್ಯೆಗಳು	[1112, 1064, 1490, 1085]
symptom-item: ➤ ತಲೆ ತಿರುಗುವಿಕೆ, ಮೂರ್ಛೆ ಹೋಗುವುದು	[1112, 999, 1490, 1021]
barley-water-photo	[43, 1487, 213, 1710]
barley-article	[43, 1312, 384, 2394]
lowbp-symptoms-heading: ➤ ಲೋ ಬಿಪಿ ಲಕ್ಷಣಗಳು:	[1112, 980, 1213, 994]
sleep-col2-subtext: ವಯಸ್ಕರಿಗೆ ದಿನಕ್ಕೆ ಕನಿಷ್ಠ ಏಳರಿಂದ ಎಂಟು ಗಂಟೆಗಳ ನಿದ್ರೆ ಬೇಕಾಗುತ್ತದೆ ಎಂದು ಹೇಳಲಾಗುತ್ತದೆ. ಆದ್ದರಿಂದ ಕಡಿಮೆ ನಿದ್ರೆ ಮಾಡುವುದರಿಂದ ಆಯಾಸ, ಕಿರಿಕಿರಿ, ಏಕಾಗ್ರತೆ ಕಡಿಮೆಯಾಗುವುದು ಮತ್ತು ಉತ್ಪಾದಕತೆ ಕಡಿಮೆಯಾಗುವುದು ಮುಂತಾದ ಸಮಸ್ಯೆಗಳು ಉಂಟಾಗಬಹುದು. ದೀರ್ಘಕಾಲದ ನಿದ್ರೆಯ	[305, 990, 543, 1097]
sleep-col2-top-text: ಆಹಾರ ಮತ್ತು ನಿಯಮಿತ ವ್ಯಾಯಾಮದಂತೆ, ನಿದ್ರೆಯು ಒಟ್ಟಾರೆ ದೇಹದ ಆರೋಗ್ಯಕ್ಕೆ ಬಹಳ ಮುಖ್ಯ. ನಾವು ನಿದ್ರಿಸಿದಾಗ, ದೇಹದಲ್ಲಿ ಕೆಲವು ಪ್ರಮುಖ ಕಾರ್ಯಗಳು ನಡೆಯುತ್ತವೆ. ಅಂಗಾಂಶಗಳು ಮತ್ತು ಸ್ನಾಯುಗಳು ದುರಸ್ತಿಯಾಗುತ್ತವೆ. ನೆನಪಿನಶಕ್ತಿ ಸ್ಥಿರವಾಗುತ್ತದೆ. ಹಾರ್ಮೋನುಗಳು ನಿಯಂತ್ರಿಸಲ್ಪಡುತ್ತವೆ. ರೋಗನಿರೋಧಕ ಶಕ್ತಿ ಹೆಚ್ಚಾಗಲು ಸಹಕರಿಸುತ್ತದೆ. ಮತ್ತು ಮಾನಸಿಕ ಸಮತೋಲನವನ್ನು ಕಾಪಾಡಿಕೊಳ್ಳಲು ಸಹಾಯ	[305, 514, 543, 657]
sleep-tip-item: • ತಂಪಾದ, ಆರಾಮದಾಯಕವಾದ ಮಲಗುವ ಕೋಣೆ	[813, 1063, 1001, 1076]
bored-children-photo	[426, 1734, 649, 2401]
kids-paragraph: ಎಳೆಯ ಬಿಸಿಲು ಮೈಗೆ ತಾಗುವುದರಿಂದ ದೇಹಕ್ಕೆ ಅಗತ್ಯವಾದ ವಿಟಮಿನ್ ಡಿ ಸಿಗುತ್ತದೆ. ಇದು ಮಾನಸಿಕ ಒತ್ತಡ ಕಡಿಮೆ ಮಾಡಿ ಲವಲವಿಕೆ ನೀಡುತ್ತದೆ. ದೀರ್ಘಕಾಲಿಕ ಬೆಳಕಿನ ಅಭಾವ ಆರೋಗ್ಯದ ಮೇಲೆ ದುಷ್ಪರಿಣಾಮ ಬೀರುತ್ತದೆ ಎಂದು ತಜ್ಞರು ತಿಳಿಸುತ್ತಾರೆ.	[660, 1685, 1090, 1736]
kids-subhead: ವಿಟಮಿನ್ ಡಿ ಕೊರತೆ:	[660, 1592, 749, 1606]
issue-date: ಸೋಮವಾರ, ಆಗಸ್ಟ್ 18, 2025	[299, 239, 490, 260]
lowbp-title: ಲೋ ಬಿಪಿ: ಪರಿಹಾರ	[1112, 728, 1490, 784]
kids-bigcap: ಇಂ	[406, 1238, 468, 1304]
masthead-banner	[43, 87, 1490, 302]
sleep-col2-subhead: ನಿದ್ರೆ ಕೊರತೆಯಿಂದಾಗುವ ಸಮಸ್ಯೆ:	[305, 990, 440, 1004]
kids-intro-text: ದಿನ ಮಕ್ಕಳು ಸಮಯವನ್ನು ಬಳಸಿ ಹೆಚ್ಚು ತಮ್ಮನ್ನು ಒತ್ತಡದಲ್ಲಿವೆ. ಹೊರಗೆ ಆಟವಾಡುವ ಹೆಚ್ಚು ಕಾಲ ಕಳೆಯುತ್ತಾರೆ. ಅಂಗಸಾಗಗಳ ಹಿಂದೆ ಓಡುತ್ತಿರುವ ಅನೇಕ ಮಕ್ಕಳು ತಮ್ಮ ಆರೋಗ್ಯ ಮತ್ತು ಸಂತೋಷವನ್ನು ಕಳೆದುಕೊಳ್ಳುತ್ತಿದ್ದಾರೆ. ಈ ರೀತಿ ಒಂದೇ ಕಡೆ ಒಂದೇ ಭಂಗಿಯಲ್ಲಿ ಹಲವು ಗಂಟೆಗಳ ಕಾಲ ಕುಳಿತುಕೊಳ್ಳುವ ಮಕ್ಕಳಲ್ಲಿ ಬೆನ್ನು ನೋವು ಮತ್ತು ಕುತ್ತಿಗೆ ನೋವು ಹೆಚ್ಚಿನ ಪ್ರಮಾಣದಲ್ಲಿ ಕಾಣಿಸಿಕೊಳ್ಳುತ್ತವೆ. ಜೊತೆಗೆ ಸ್ನಾಯುಗಳ ದುರ್ಬಲಗಳ ಕಾಡುತ್ತವೆ. ಮಕ್ಕಳು ಈ ರೀತಿ ದೀರ್ಘವಾಗಿ ಒಂದೇ ಕಡೆ ಕುಳಿತುಕೊಳ್ಳುವುದರಿಂದ ಆಗುವ	[406, 1247, 732, 1397]
column-divider	[298, 511, 299, 1186]
kids-article	[660, 1442, 1090, 2398]
lowbp-intro	[1112, 311, 1490, 726]
lowbp-bigcap: ಹ	[1112, 311, 1145, 362]
bp-measurement-photo	[1112, 787, 1490, 972]
sleep-col2-bottom-text: ಮಾಡುತ್ತದೆ ಎಂದು ತಜ್ಞರು ಹೇಳುತ್ತಾರೆ. ನಾವು ಎಚ್ಚರವಾದಾಗ ದೈಹಿಕವಾಗಿ ಮತ್ತು ಮಾನಸಿಕವಾಗಿ ಸಕ್ರಿಯವಾಗಿರಲು ಈ ಪ್ರಕ್ರಿಯೆಗಳು ಬಹಳ ಮುಖ್ಯ ಎನ್ನುತ್ತಾರೆ ತಜ್ಞರು.	[305, 935, 543, 986]
symptom-item: ➤ ತ್ವರಿತ ಹೃದಯ ಬಡಿತ, ಉಸಿರಾಟದ ತೊಂದರೆ	[1112, 1042, 1490, 1064]
sleeping-woman-photo	[305, 689, 798, 926]
barley-bigcap: ಬಾ	[43, 1312, 91, 1359]
barley-subhead: ➤ ಮಧುಮೇಹಿಗಳಿಗೆ ಒಳ್ಳೆಯದು	[43, 1905, 167, 1919]
sleep-col3-subhead: ಹೆಚ್ಚು ನಿದ್ದೆ ಮಾಡುವುದು ಕೂಡ ಅಪಾಯಕಾರಿ:	[557, 935, 752, 949]
sleep-tips-heading: ➤ ಉತ್ತಮ ನಿದ್ರೆಗೆ ಸಲಹೆ	[813, 1009, 910, 1024]
